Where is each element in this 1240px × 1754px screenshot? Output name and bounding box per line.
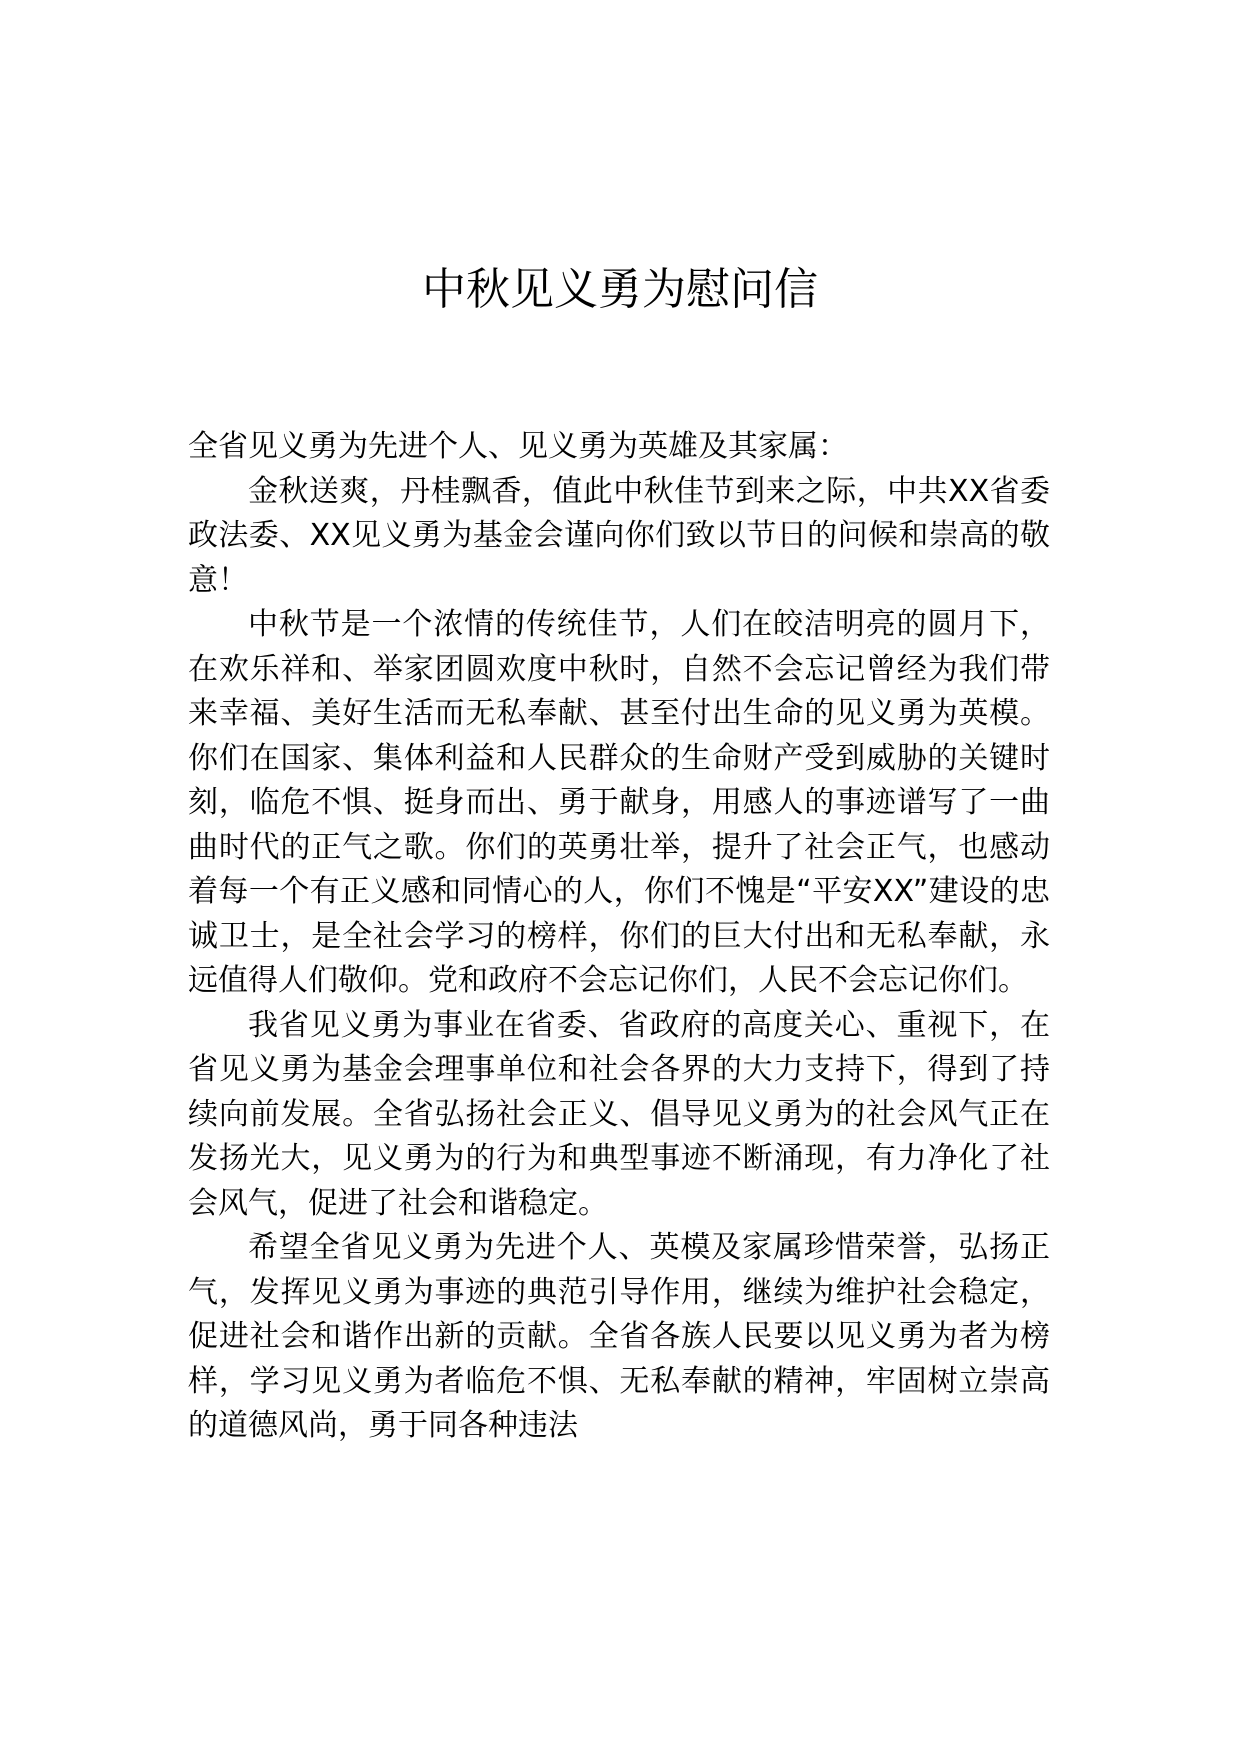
paragraph: 中秋节是一个浓情的传统佳节，人们在皎洁明亮的圆月下，在欢乐祥和、举家团圆欢度中秋时，自然不会忘记曾经为我们带来幸福、美好生活而无私奉献、甚至付出生命的见义勇为英模。你们在国家、集体利益和人民群众的生命财产受到威胁的关键时刻，临危不惧、挺身而出、勇于献身，用感人的事迹谱写了一曲曲时代的正气之歌。你们的英勇壮举，提升了社会正气，也感动着每一个有正义感和同情心的人，你们不愧是“平安XX”建设的忠诚卫士，是全社会学习的榜样，你们的巨大付出和无私奉献，永远值得人们敬仰。党和政府不会忘记你们，人民不会忘记你们。 [188,607,1050,998]
paragraph: 希望全省见义勇为先进个人、英模及家属珍惜荣誉，弘扬正气，发挥见义勇为事迹的典范引导作用，继续为维护社会稳定，促进社会和谐作出新的贡献。全省各族人民要以见义勇为者为榜样，学习见义勇为者临危不惧、无私奉献的精神，牢固树立崇高的道德风尚，勇于同各种违法 [188,1230,1050,1443]
salutation: 全省见义勇为先进个人、见义勇为英雄及其家属： [188,429,848,464]
document-body [188,425,1050,1449]
paragraph: 我省见义勇为事业在省委、省政府的高度关心、重视下，在省见义勇为基金会理事单位和社会各界的大力支持下，得到了持续向前发展。全省弘扬社会正义、倡导见义勇为的社会风气正在发扬光大，见义勇为的行为和典型事迹不断涌现，有力净化了社会风气，促进了社会和谐稳定。 [188,1007,1050,1221]
paragraph: 金秋送爽，丹桂飘香，值此中秋佳节到来之际，中共XX省委政法委、XX见义勇为基金会谨向你们致以节日的问候和崇高的敬意！ [188,473,1050,598]
document-title: 中秋见义勇为慰问信 [422,264,818,315]
